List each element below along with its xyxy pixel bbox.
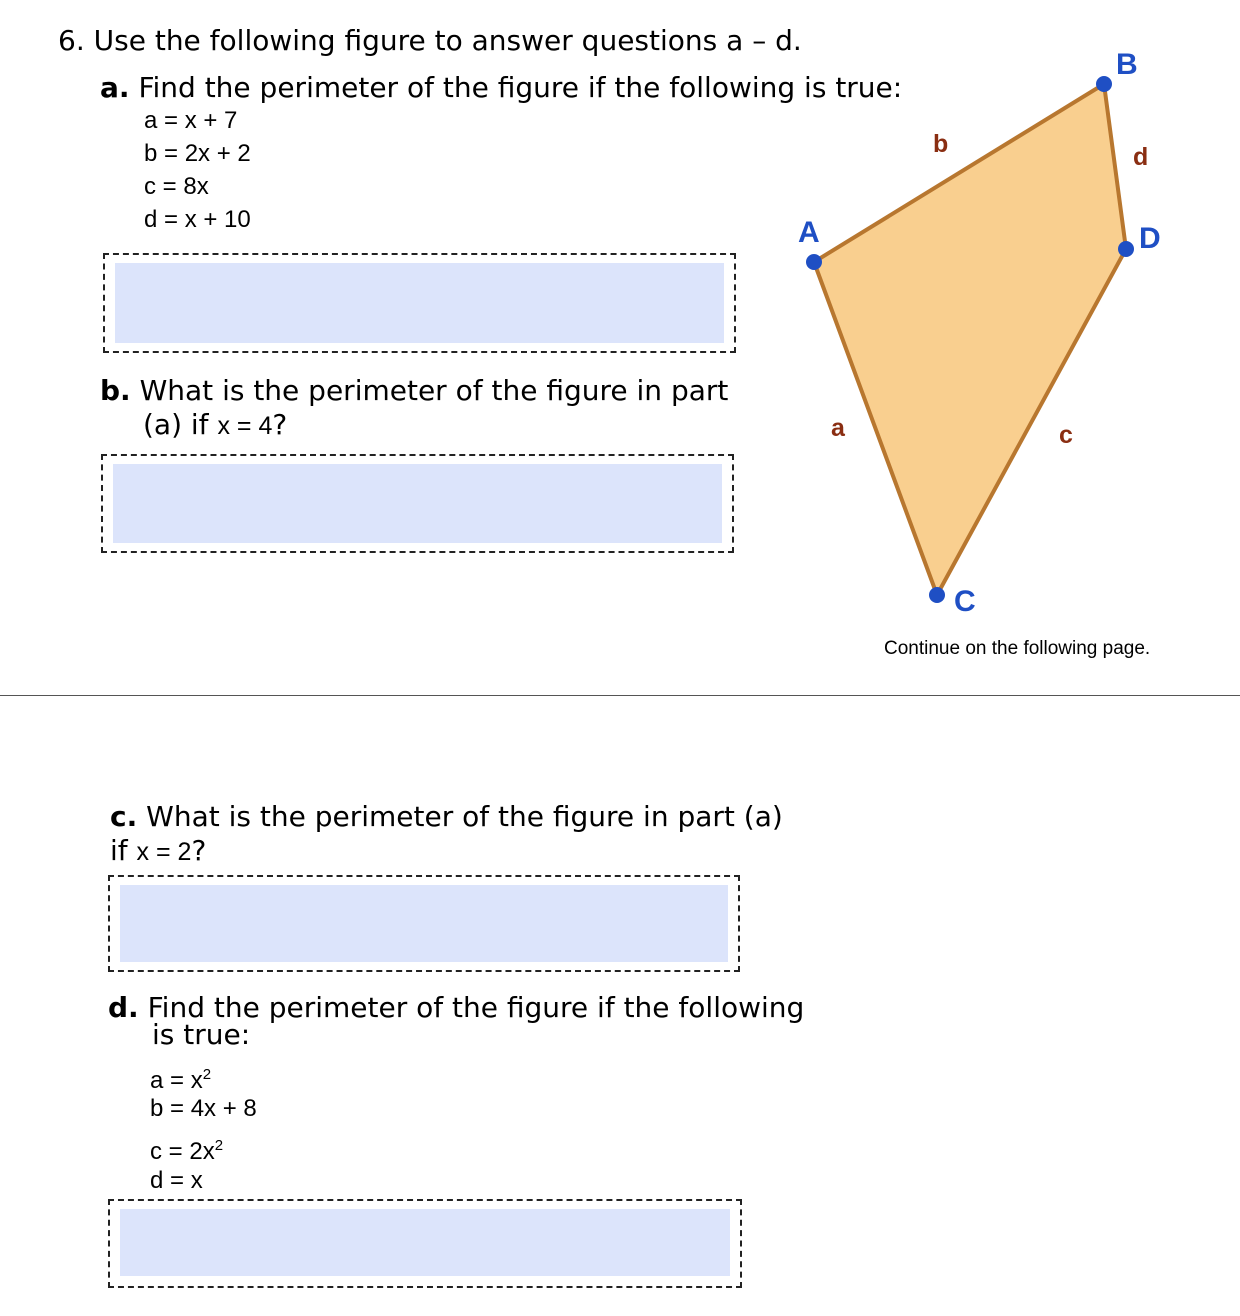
vertex-label-A: A [798, 216, 820, 249]
part-d-answer-input[interactable] [120, 1209, 730, 1276]
part-c-answer-field [120, 885, 728, 962]
part-d-equation-d: d = x [150, 1167, 203, 1194]
continue-note: Continue on the following page. [884, 638, 1151, 659]
point-C [929, 587, 945, 603]
part-d-answer-box [108, 1199, 742, 1288]
part-b-text-line2-post: ? [272, 408, 288, 441]
part-d-prompt-line2: is true: [152, 1018, 251, 1051]
side-label-c: c [1059, 421, 1073, 449]
part-b-label: b. [100, 374, 131, 407]
part-c-label: c. [110, 800, 138, 833]
vertex-label-D: D [1139, 222, 1161, 255]
part-d-text-line1: Find the perimeter of the figure if the following [147, 991, 805, 1024]
question-number: 6. [58, 24, 85, 57]
part-a-equation-a: a = x + 7 [144, 107, 238, 134]
part-c-answer-input[interactable] [120, 885, 728, 962]
part-b-text-line2-pre: (a) if [143, 408, 218, 441]
part-d-eq-c-text: c = 2x [150, 1138, 215, 1165]
part-d-eq-a-exponent: 2 [202, 1066, 212, 1083]
part-c-text-line2-eq: x = 2 [136, 838, 192, 866]
part-d-equation-c [150, 1131, 223, 1167]
vertex-label-B: B [1116, 48, 1138, 81]
part-a-equation-d: d = x + 10 [144, 206, 251, 233]
side-label-b: b [933, 130, 949, 158]
part-c-text-line2-post: ? [191, 834, 207, 867]
part-c-prompt-line2 [110, 834, 206, 869]
part-d-eq-c-exponent: 2 [214, 1137, 224, 1154]
question-intro: Use the following figure to answer questions a – d. [93, 24, 802, 57]
part-c-text-line2-pre: if [110, 834, 137, 867]
part-d-equation-b: b = 4x + 8 [150, 1095, 257, 1122]
quadrilateral-shape [814, 84, 1126, 595]
point-A [806, 254, 822, 270]
vertex-label-C: C [954, 585, 976, 618]
side-label-d: d [1133, 143, 1149, 171]
part-a-equation-b: b = 2x + 2 [144, 140, 251, 167]
part-c-prompt [110, 800, 783, 834]
part-d-label: d. [108, 991, 139, 1024]
side-label-a: a [831, 414, 845, 442]
part-b-text-line1: What is the perimeter of the figure in part [139, 374, 729, 407]
part-b-text-line2-eq: x = 4 [217, 412, 273, 440]
part-c-answer-box [108, 875, 740, 972]
page-divider [0, 695, 1240, 696]
part-a-equation-c: c = 8x [144, 173, 209, 200]
part-c-text-line1: What is the perimeter of the figure in part (a) [146, 800, 783, 833]
part-d-answer-field [120, 1209, 730, 1276]
part-a-label: a. [100, 71, 130, 104]
point-D [1118, 241, 1134, 257]
part-d-eq-a-text: a = x [150, 1067, 203, 1094]
part-a-text: Find the perimeter of the figure if the following is true: [138, 71, 903, 104]
point-B [1096, 76, 1112, 92]
part-d-equation-a [150, 1060, 211, 1096]
